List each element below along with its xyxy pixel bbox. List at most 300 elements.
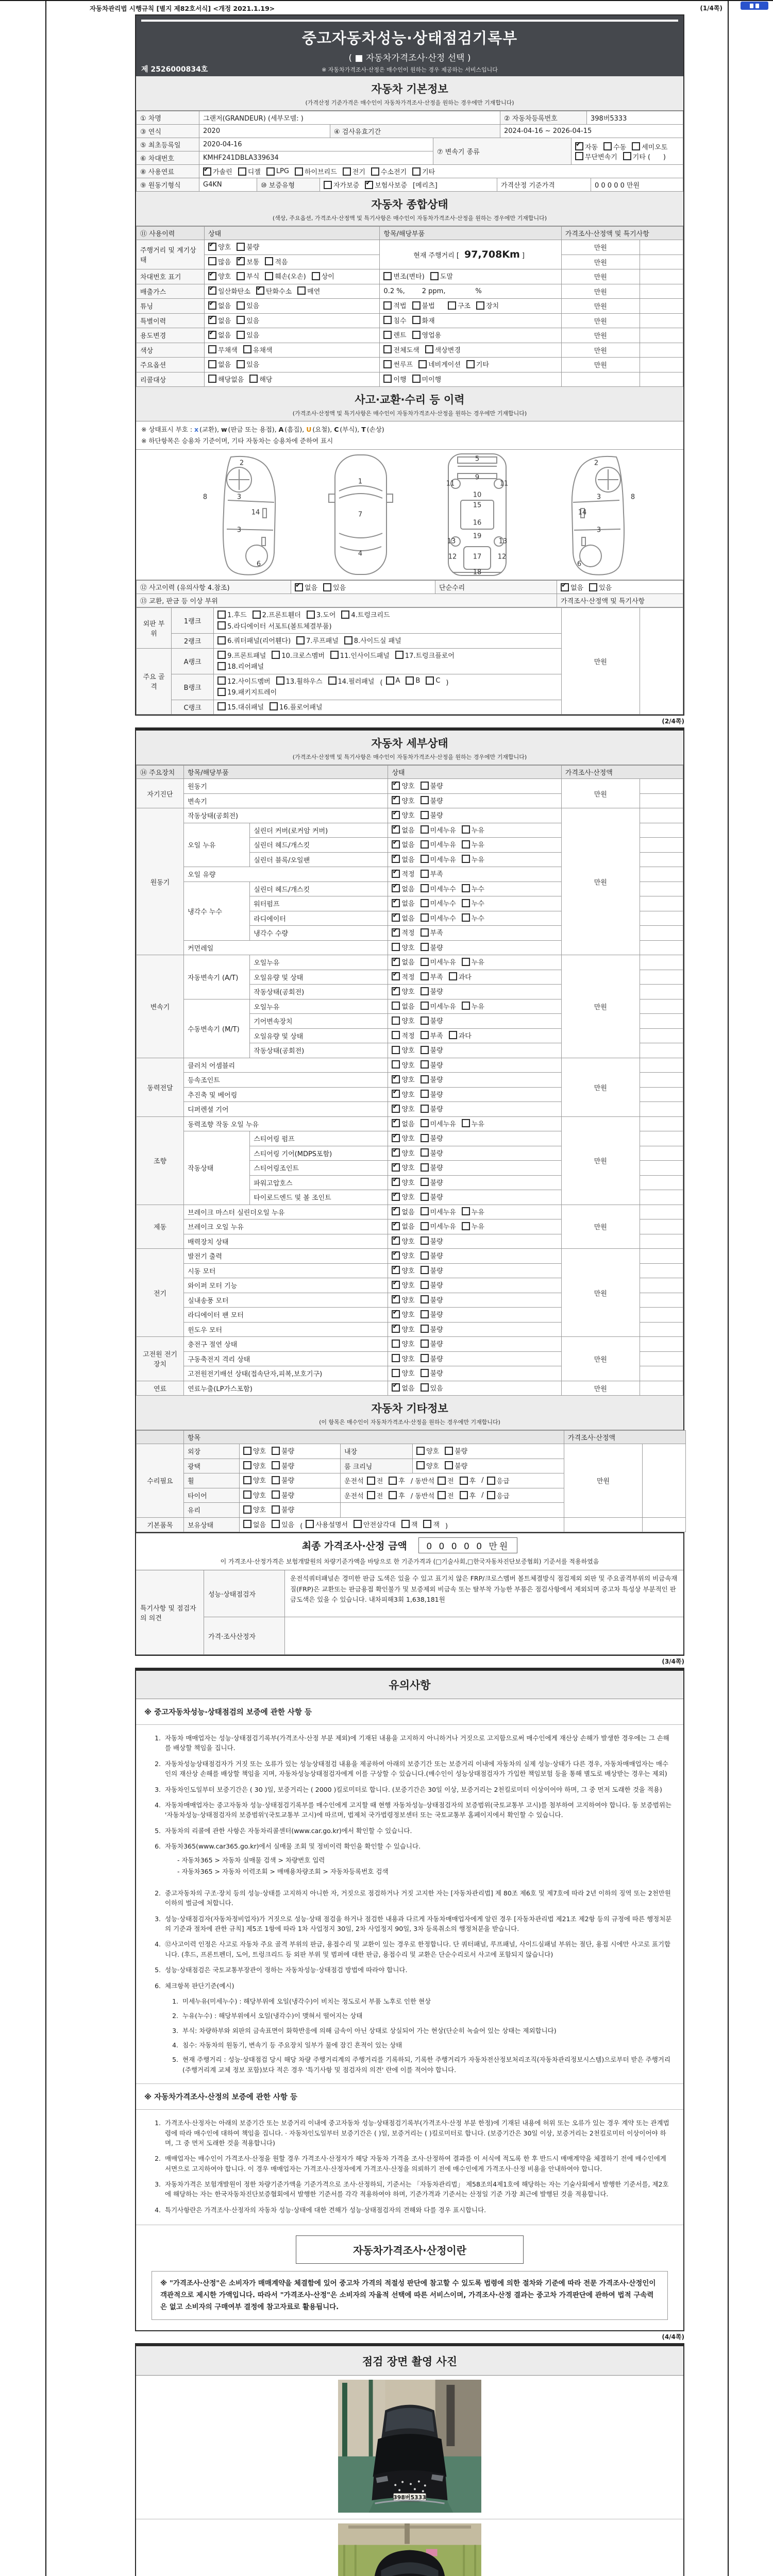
checkbox[interactable] (392, 796, 400, 804)
checkbox[interactable] (237, 331, 245, 339)
checkbox[interactable] (421, 972, 429, 980)
checkbox[interactable] (421, 1281, 429, 1289)
checkbox[interactable] (392, 1134, 400, 1142)
checkbox-group (416, 1446, 473, 1455)
checkbox[interactable] (237, 360, 245, 368)
checkbox[interactable] (462, 1002, 470, 1010)
repair-item-label: 광택 (184, 1459, 240, 1473)
checkbox[interactable] (392, 855, 400, 863)
checkbox[interactable] (208, 257, 216, 265)
item-label: 추진축 및 베어링 (184, 1087, 388, 1102)
checkbox[interactable] (421, 1383, 429, 1392)
checkbox[interactable] (421, 1222, 429, 1230)
column-header (137, 1431, 184, 1444)
table-header-row (137, 227, 683, 240)
checkbox[interactable] (421, 1105, 429, 1113)
checkbox[interactable] (272, 1490, 280, 1499)
checkbox[interactable] (253, 611, 261, 619)
notice-bullets (177, 1855, 672, 1877)
item-label: 시동 모터 (184, 1263, 388, 1278)
checkbox-label: 구조 (457, 302, 471, 310)
item-label: 오일유량 및 상태 (250, 970, 388, 985)
checkbox[interactable] (423, 1520, 431, 1528)
checkbox[interactable] (392, 1031, 400, 1039)
checkbox-group (561, 582, 617, 592)
checkbox[interactable] (421, 782, 429, 790)
section-title: 점검 장면 촬영 사진 (362, 2355, 458, 2368)
checkbox[interactable] (392, 972, 400, 980)
checkbox[interactable] (421, 825, 429, 834)
checkbox[interactable] (392, 958, 400, 966)
checkbox[interactable] (421, 987, 429, 995)
checkbox-label: 전 (447, 1478, 454, 1486)
checkbox[interactable] (392, 782, 400, 790)
checkbox[interactable] (237, 301, 245, 310)
notice-item (165, 2011, 672, 2021)
checkbox[interactable] (392, 1310, 400, 1318)
checkbox[interactable] (589, 583, 597, 591)
table-row (137, 955, 683, 970)
checkbox[interactable] (421, 840, 429, 849)
checkbox[interactable] (421, 1325, 429, 1333)
checkbox[interactable] (392, 1222, 400, 1230)
checkbox[interactable] (421, 1251, 429, 1260)
checkbox-label: 불량 (430, 1267, 443, 1275)
checkbox[interactable] (421, 1266, 429, 1274)
checkbox[interactable] (416, 1447, 425, 1455)
checkbox[interactable] (421, 1002, 429, 1010)
checkbox[interactable] (462, 958, 470, 966)
checkbox[interactable] (237, 272, 245, 280)
checkbox[interactable] (272, 651, 280, 659)
checkbox[interactable] (392, 811, 400, 819)
checkbox[interactable] (392, 1236, 400, 1245)
checkbox-label: 불량 (430, 1135, 443, 1143)
checkbox[interactable] (392, 884, 400, 892)
form-header-strip (46, 1, 728, 14)
checkbox[interactable] (266, 167, 275, 176)
checkbox[interactable] (421, 1119, 429, 1127)
checkbox[interactable] (383, 360, 392, 368)
checkbox[interactable] (462, 913, 470, 922)
checkbox-label: 미세누유 (430, 856, 456, 864)
checkbox[interactable] (392, 1002, 400, 1010)
checkbox[interactable] (392, 1105, 400, 1113)
checkbox[interactable] (421, 855, 429, 863)
checkbox[interactable] (421, 899, 429, 907)
checkbox[interactable] (445, 1461, 453, 1469)
table-row (137, 313, 683, 328)
checkbox-group (392, 1074, 448, 1084)
checkbox-group (208, 300, 265, 310)
price-blank (640, 269, 683, 284)
checkbox[interactable] (392, 1340, 400, 1348)
checkbox[interactable] (421, 1090, 429, 1098)
price-basis-value: 0 0 0 0 0 만원 (591, 178, 683, 192)
checkbox-label: 미세누수 (430, 900, 456, 908)
item-label: 오일누유 (250, 955, 388, 970)
price-blank (640, 313, 683, 328)
checkbox[interactable] (462, 899, 470, 907)
checkbox[interactable] (421, 1193, 429, 1201)
checkbox[interactable] (392, 1090, 400, 1098)
banner-divider (141, 20, 678, 22)
checkbox[interactable] (386, 676, 394, 685)
checkbox[interactable] (307, 611, 315, 619)
checkbox[interactable] (412, 375, 421, 383)
checkbox[interactable] (421, 928, 429, 937)
checkbox[interactable] (412, 316, 421, 324)
checkbox[interactable] (421, 870, 429, 878)
checkbox[interactable] (208, 331, 216, 339)
checkbox[interactable] (243, 1520, 251, 1528)
checkbox[interactable] (323, 583, 331, 591)
checkbox[interactable] (392, 1046, 400, 1054)
checkbox[interactable] (243, 1505, 251, 1514)
checkbox[interactable] (460, 1491, 468, 1499)
checkbox[interactable] (421, 1046, 429, 1054)
checkbox[interactable] (392, 943, 400, 951)
notice-text: 누유(누수) : 해당부위에서 오일(냉각수)이 맺혀서 떨어지는 상태 (182, 2012, 363, 2020)
checkbox[interactable] (297, 286, 306, 295)
checkbox[interactable] (421, 1163, 429, 1172)
checkbox[interactable] (487, 1477, 495, 1485)
checkbox[interactable] (421, 943, 429, 951)
checkbox[interactable] (421, 1148, 429, 1157)
checkbox[interactable] (383, 301, 392, 310)
checkbox[interactable] (208, 316, 216, 324)
checkbox[interactable] (208, 345, 216, 353)
checkbox-label: 안전삼각대 (363, 1521, 396, 1529)
checkbox[interactable] (449, 1031, 457, 1039)
checkbox[interactable] (392, 1383, 400, 1392)
checkbox[interactable] (421, 1060, 429, 1069)
checkbox-label: 양호 (401, 1149, 415, 1158)
device-label: 자기진단 (137, 779, 184, 808)
checkbox[interactable] (416, 1461, 425, 1469)
checkbox[interactable] (487, 1491, 495, 1499)
checkbox[interactable] (421, 884, 429, 892)
checkbox[interactable] (217, 651, 226, 659)
checkbox[interactable] (392, 987, 400, 995)
diagram-part-number: 16 (473, 519, 482, 527)
checkbox[interactable] (383, 345, 392, 353)
checkbox[interactable] (421, 1369, 429, 1377)
subgroup-label: 냉각수 누수 (184, 882, 250, 940)
checkbox[interactable] (466, 360, 475, 368)
checkbox[interactable] (392, 840, 400, 849)
checkbox-label: 양호 (401, 1355, 415, 1363)
checkbox[interactable] (208, 301, 216, 310)
checkbox[interactable] (265, 272, 273, 280)
checkbox-group (392, 884, 490, 893)
checkbox[interactable] (208, 375, 216, 383)
subgroup-label: 작동상태 (184, 1131, 250, 1205)
checkbox[interactable] (449, 972, 457, 980)
checkbox[interactable] (217, 621, 226, 630)
checkbox[interactable] (217, 688, 226, 696)
checkbox[interactable] (392, 1281, 400, 1289)
checkbox[interactable] (217, 676, 226, 685)
checkbox[interactable] (272, 1520, 280, 1528)
checkbox[interactable] (421, 796, 429, 804)
checkbox-label: 있음 (599, 584, 612, 592)
price-blank (640, 779, 683, 794)
checkbox[interactable] (575, 152, 583, 160)
state-cell (205, 269, 380, 284)
state-cell (388, 1381, 561, 1396)
checkbox[interactable] (421, 1236, 429, 1245)
checkbox-label: 불량 (430, 1061, 443, 1070)
checkbox[interactable] (392, 1369, 400, 1377)
checkbox[interactable] (412, 331, 421, 339)
checkbox[interactable] (392, 1148, 400, 1157)
usage-item-label: 주요옵션 (137, 358, 205, 372)
checkbox-group (217, 621, 338, 631)
checkbox[interactable] (249, 375, 258, 383)
checkbox[interactable] (421, 1310, 429, 1318)
checkbox[interactable] (203, 167, 211, 176)
checkbox[interactable] (462, 1207, 470, 1215)
checkbox[interactable] (324, 181, 332, 189)
checkbox-label: 8.사이드실 패널 (354, 637, 401, 645)
checkbox[interactable] (272, 1447, 280, 1455)
checkbox[interactable] (421, 1134, 429, 1142)
checkbox-group (208, 359, 265, 369)
checkbox[interactable] (421, 811, 429, 819)
checkbox[interactable] (367, 1477, 375, 1485)
checkbox[interactable] (462, 825, 470, 834)
checkbox[interactable] (445, 1447, 453, 1455)
checkbox-group (383, 345, 466, 354)
notice-item (147, 2154, 672, 2174)
checkbox[interactable] (217, 662, 226, 670)
checkbox[interactable] (392, 825, 400, 834)
checkbox[interactable] (462, 1119, 470, 1127)
checkbox[interactable] (238, 167, 246, 176)
checkbox[interactable] (270, 702, 278, 710)
checkbox[interactable] (296, 636, 305, 645)
checkbox[interactable] (392, 1119, 400, 1127)
checkbox[interactable] (462, 840, 470, 849)
checkbox[interactable] (412, 167, 421, 176)
checkbox[interactable] (392, 1207, 400, 1215)
checkbox[interactable] (392, 1163, 400, 1172)
device-label: 고전원 전기장치 (137, 1337, 184, 1381)
checkbox-label: 색상변경 (434, 346, 461, 354)
checkbox[interactable] (208, 243, 216, 251)
checkbox[interactable] (392, 1178, 400, 1186)
checkbox[interactable] (367, 1491, 375, 1499)
badge-glyph-icon (755, 4, 759, 8)
item-cell (380, 313, 561, 328)
price-blank (640, 240, 683, 255)
checkbox[interactable] (476, 301, 484, 310)
checkbox[interactable] (392, 1060, 400, 1069)
checkbox[interactable] (392, 913, 400, 922)
checkbox[interactable] (237, 316, 245, 324)
checkbox[interactable] (217, 702, 226, 710)
price-blank (640, 1102, 683, 1117)
checkbox[interactable] (430, 272, 439, 280)
checkbox[interactable] (243, 345, 251, 353)
checkbox[interactable] (421, 1178, 429, 1186)
price-blank (640, 343, 683, 358)
notice-item (147, 2179, 672, 2199)
checkbox[interactable] (448, 301, 456, 310)
checkbox[interactable] (330, 651, 339, 659)
state-cell (388, 896, 561, 911)
checkbox[interactable] (237, 257, 245, 265)
diagram-part-number: 10 (473, 491, 482, 499)
checkbox[interactable] (306, 1520, 314, 1528)
state-cell (388, 955, 561, 970)
checkbox[interactable] (425, 345, 433, 353)
checkbox-label: C (435, 676, 441, 685)
checkbox-group (448, 300, 505, 310)
checkbox[interactable] (256, 286, 264, 295)
checkbox[interactable] (272, 1461, 280, 1469)
checkbox[interactable] (421, 958, 429, 966)
checkbox[interactable] (217, 636, 226, 645)
checkbox[interactable] (243, 1490, 251, 1499)
checkbox[interactable] (272, 1505, 280, 1514)
viewer-badge[interactable] (741, 2, 768, 10)
checkbox-label: 자가보증 (333, 182, 360, 190)
checkbox[interactable] (392, 1016, 400, 1025)
checkbox[interactable] (341, 611, 349, 619)
checkbox[interactable] (575, 142, 583, 150)
checkbox-label: 양호 (401, 1106, 415, 1113)
checkbox[interactable] (392, 870, 400, 878)
checkbox[interactable] (421, 1075, 429, 1083)
checkbox-label: 없음 (401, 856, 415, 864)
checkbox[interactable] (392, 899, 400, 907)
checkbox-label: 양호 (426, 1462, 440, 1470)
detail-state-table (136, 765, 683, 1396)
checkbox-label: 4.트렁크리드 (351, 612, 390, 619)
checkbox[interactable] (208, 272, 216, 280)
checkbox[interactable] (354, 1520, 362, 1528)
checkbox[interactable] (401, 1520, 410, 1528)
checkbox[interactable] (462, 884, 470, 892)
checkbox[interactable] (421, 1207, 429, 1215)
checkbox[interactable] (395, 651, 404, 659)
notice-item (147, 1759, 672, 1779)
state-cell (388, 1073, 561, 1088)
checkbox[interactable] (295, 167, 303, 176)
checkbox[interactable] (383, 272, 392, 280)
checkbox[interactable] (208, 286, 216, 295)
checkbox[interactable] (421, 1295, 429, 1303)
checkbox-label: 있음 (333, 584, 346, 592)
bullet-line: - 자동차365 > 자동차 실매물 검색 > 차량번호 입력 (177, 1856, 325, 1865)
checkbox[interactable] (392, 1266, 400, 1274)
checkbox[interactable] (276, 676, 284, 685)
checkbox[interactable] (243, 1447, 251, 1455)
checkbox[interactable] (208, 360, 216, 368)
checkbox[interactable] (421, 1340, 429, 1348)
checkbox[interactable] (421, 1031, 429, 1039)
checkbox-label: 무채색 (218, 346, 238, 354)
checkbox[interactable] (406, 676, 414, 685)
checkbox[interactable] (328, 676, 337, 685)
checkbox[interactable] (343, 167, 351, 176)
checkbox[interactable] (392, 1193, 400, 1201)
checkbox-label: 누수 (471, 900, 484, 908)
price-cell: 만원 (561, 808, 640, 955)
notice-text: 자동차 매매업자는 성능·상태점검기록부(가격조사·산정 부분 제외)에 기재된 내용을 고지하지 아니하거나 거짓으로 고지함으로써 매수인에게 재산상 손해가 발생한 경우에는 그 손해를 배상할 책임을 집니다. (165, 1734, 669, 1752)
checkbox[interactable] (217, 611, 226, 619)
checkbox[interactable] (272, 1476, 280, 1484)
price-blank (640, 1131, 683, 1146)
checkbox[interactable] (603, 142, 612, 150)
checkbox[interactable] (438, 1491, 446, 1499)
inspection-period-value: 2024-04-16 ~ 2026-04-15 (500, 125, 683, 138)
checkbox[interactable] (243, 1461, 251, 1469)
checkbox[interactable] (243, 1476, 251, 1484)
checkbox-label: 양호 (401, 1282, 415, 1290)
checkbox-label: 양호 (401, 1076, 415, 1084)
state-cell (388, 882, 561, 896)
checkbox[interactable] (561, 583, 569, 591)
checkbox[interactable] (295, 583, 303, 591)
checkbox[interactable] (392, 1325, 400, 1333)
checkbox[interactable] (371, 167, 379, 176)
checkbox[interactable] (421, 913, 429, 922)
checkbox[interactable] (392, 1251, 400, 1260)
checkbox[interactable] (312, 272, 320, 280)
price-blank (640, 808, 683, 823)
checkbox[interactable] (383, 316, 392, 324)
checkbox[interactable] (383, 331, 392, 339)
checkbox[interactable] (462, 1222, 470, 1230)
diagram-part-number: 3 (237, 493, 242, 501)
checkbox[interactable] (426, 676, 434, 685)
checkbox[interactable] (632, 142, 640, 150)
text-fragment: / 동반석 (410, 1492, 434, 1500)
checkbox[interactable] (392, 1075, 400, 1083)
checkbox[interactable] (389, 1491, 397, 1499)
checkbox[interactable] (383, 375, 392, 383)
checkbox[interactable] (389, 1477, 397, 1485)
state-cell (388, 1337, 561, 1352)
diagram-part-number: 12 (448, 553, 457, 561)
checkbox[interactable] (392, 1295, 400, 1303)
checkbox[interactable] (265, 257, 273, 265)
checkbox[interactable] (623, 152, 631, 160)
mileage-prefix: 현재 주행거리 [ (413, 252, 459, 260)
checkbox[interactable] (418, 360, 427, 368)
checkbox[interactable] (344, 636, 352, 645)
diagram-part-number: 1 (358, 478, 363, 486)
checkbox[interactable] (237, 243, 245, 251)
checkbox[interactable] (421, 1354, 429, 1362)
rank-items (214, 674, 562, 700)
checkbox[interactable] (421, 1016, 429, 1025)
state-cell (205, 313, 380, 328)
item-cell (380, 328, 561, 343)
checkbox[interactable] (412, 301, 421, 310)
checkbox[interactable] (438, 1477, 446, 1485)
checkbox[interactable] (392, 1354, 400, 1362)
checkbox[interactable] (460, 1477, 468, 1485)
item-label: 배력장치 상태 (184, 1234, 388, 1249)
checkbox[interactable] (365, 181, 373, 189)
checkbox-group (383, 300, 440, 310)
checkbox[interactable] (392, 928, 400, 937)
checkbox[interactable] (462, 855, 470, 863)
